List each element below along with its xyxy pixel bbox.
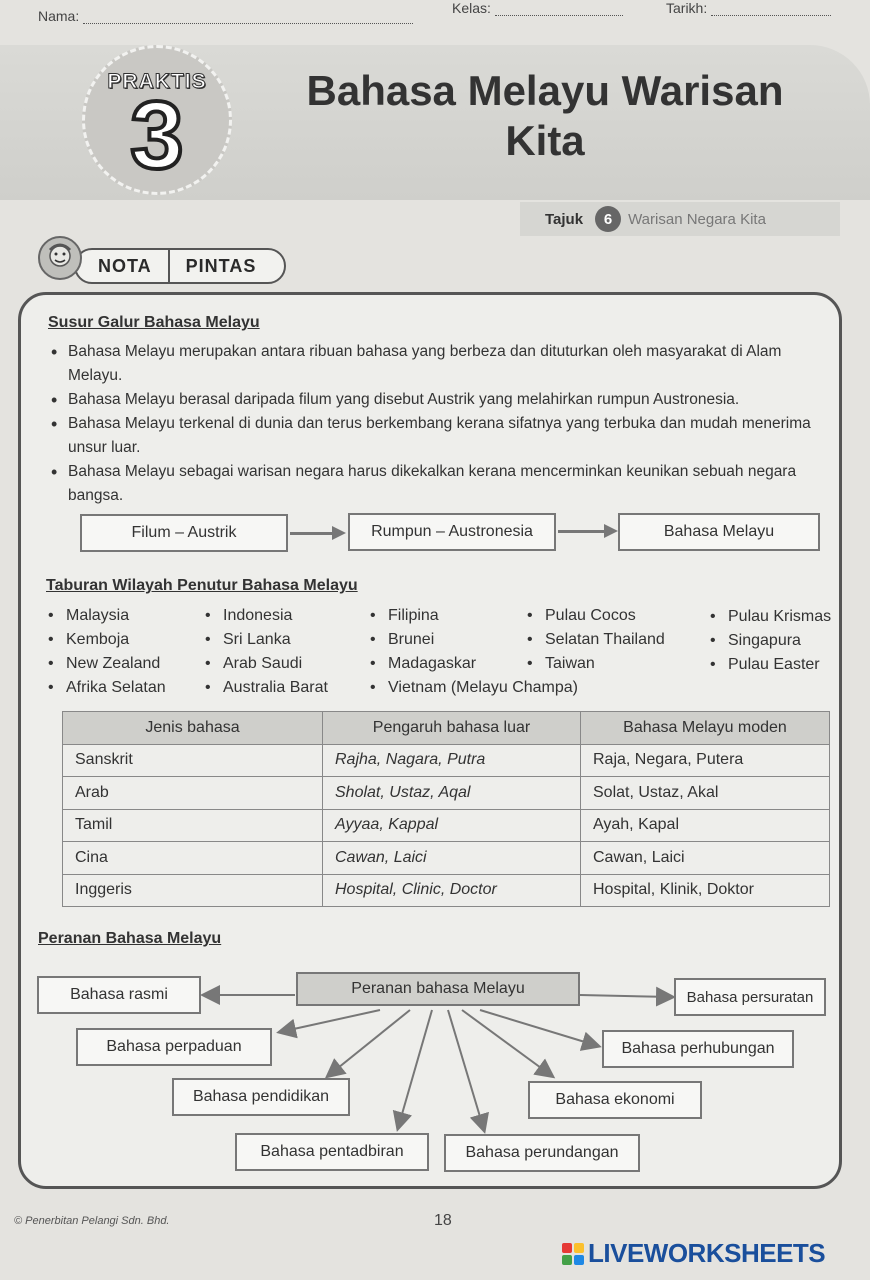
role-box-perundangan: Bahasa perundangan (444, 1134, 640, 1172)
table-header: Pengaruh bahasa luar (323, 712, 581, 745)
nama-line (83, 12, 413, 24)
peranan-center-box: Peranan bahasa Melayu (296, 972, 580, 1006)
region-item: • Singapura (708, 629, 831, 653)
kelas-line (495, 4, 623, 16)
tarikh-field[interactable] (666, 0, 831, 16)
table-header: Bahasa Melayu moden (581, 712, 830, 745)
region-item: • Vietnam (Melayu Champa) (368, 676, 578, 700)
table-cell: Cawan, Laici (581, 842, 830, 875)
region-item: • Arab Saudi (203, 652, 328, 676)
table-row (63, 874, 830, 907)
table-row (63, 744, 830, 777)
table-cell: Hospital, Klinik, Doktor (581, 874, 830, 907)
bullet-item: • Bahasa Melayu terkenal di dunia dan terus berkembang kerana sifatnya yang terbuka dan mudah menerima unsur luar. (48, 412, 834, 460)
table-cell: Sanskrit (63, 744, 323, 777)
region-item: • Malaysia (46, 604, 166, 628)
flow-box-bahasa-melayu: Bahasa Melayu (618, 513, 820, 551)
susur-galur-bullets (48, 340, 834, 508)
role-box-rasmi: Bahasa rasmi (37, 976, 201, 1014)
nama-label: Nama: (38, 8, 80, 24)
region-item: • Madagaskar (368, 652, 578, 676)
tajuk-number: 6 (595, 206, 621, 232)
table-cell: Solat, Ustaz, Akal (581, 777, 830, 810)
table-cell: Cawan, Laici (323, 842, 581, 875)
title-line-2: Kita (505, 117, 585, 164)
connector-persuratan (580, 995, 672, 997)
region-item: • Pulau Krismas (708, 605, 831, 629)
connector-perpaduan (280, 1010, 380, 1032)
table-cell: Inggeris (63, 874, 323, 907)
praktis-number: 3 (130, 82, 184, 189)
page-number: 18 (434, 1212, 452, 1229)
title-line-1: Bahasa Melayu Warisan (306, 67, 784, 114)
nama-field[interactable] (38, 8, 413, 24)
table-cell: Raja, Negara, Putera (581, 744, 830, 777)
table-cell: Rajha, Nagara, Putra (323, 744, 581, 777)
region-item: • Selatan Thailand (525, 628, 665, 652)
footer-copyright: © Penerbitan Pelangi Sdn. Bhd. (14, 1215, 170, 1227)
region-item: • Pulau Cocos (525, 604, 665, 628)
table-cell: Ayyaa, Kappal (323, 809, 581, 842)
role-box-perpaduan: Bahasa perpaduan (76, 1028, 272, 1066)
region-item: • Pulau Easter (708, 653, 831, 677)
table-cell: Sholat, Ustaz, Aqal (323, 777, 581, 810)
region-item: • Indonesia (203, 604, 328, 628)
section-susur-galur-title: Susur Galur Bahasa Melayu (48, 314, 260, 331)
pintas-label: PINTAS (185, 255, 257, 276)
table-cell: Cina (63, 842, 323, 875)
role-box-pentadbiran: Bahasa pentadbiran (235, 1133, 429, 1171)
liveworksheets-wordmark: LIVEWORKSHEETS (588, 1238, 826, 1268)
table-row (63, 842, 830, 875)
role-box-perhubungan: Bahasa perhubungan (602, 1030, 794, 1068)
section-taburan-title: Taburan Wilayah Penutur Bahasa Melayu (46, 577, 358, 594)
connector-pendidikan (328, 1010, 410, 1076)
region-item: • Sri Lanka (203, 628, 328, 652)
region-column-1 (46, 604, 166, 700)
region-column-4 (525, 604, 665, 676)
region-item: • Filipina (368, 604, 578, 628)
role-box-ekonomi: Bahasa ekonomi (528, 1081, 702, 1119)
kelas-field[interactable] (452, 0, 623, 16)
table-cell: Hospital, Clinic, Doctor (323, 874, 581, 907)
bullet-item: • Bahasa Melayu merupakan antara ribuan bahasa yang berbeza dan dituturkan oleh masyarakat di Alam Melayu. (48, 340, 834, 388)
table-header-row (63, 712, 830, 745)
praktis-label: PRAKTIS (107, 70, 207, 93)
language-influence-table (62, 711, 830, 907)
table-header: Jenis bahasa (63, 712, 323, 745)
table-cell: Arab (63, 777, 323, 810)
connector-ekonomi (462, 1010, 552, 1076)
region-column-2 (203, 604, 328, 700)
flow-arrow (558, 530, 614, 533)
region-item: • Kemboja (46, 628, 166, 652)
region-item: • Brunei (368, 628, 578, 652)
liveworksheets-logo-icon (562, 1243, 584, 1265)
connector-perhubungan (480, 1010, 598, 1046)
nota-pintas-pill (74, 248, 286, 284)
flow-box-filum: Filum – Austrik (80, 514, 288, 552)
flow-arrow (290, 532, 342, 535)
liveworksheets-logo[interactable] (562, 1238, 825, 1269)
mascot-icon (38, 236, 82, 280)
bullet-item: • Bahasa Melayu sebagai warisan negara harus dikekalkan kerana mencerminkan keunikan sebuah negara bangsa. (48, 460, 834, 508)
table-row (63, 777, 830, 810)
region-item: • Afrika Selatan (46, 676, 166, 700)
table-cell: Ayah, Kapal (581, 809, 830, 842)
nota-label: NOTA (98, 255, 152, 276)
tajuk-text: Warisan Negara Kita (628, 210, 766, 228)
role-box-pendidikan: Bahasa pendidikan (172, 1078, 350, 1116)
role-box-persuratan: Bahasa persuratan (674, 978, 826, 1016)
connector-perundangan (448, 1010, 484, 1130)
kelas-label: Kelas: (452, 0, 491, 16)
table-row (63, 809, 830, 842)
table-cell: Tamil (63, 809, 323, 842)
tajuk-banner (520, 202, 840, 236)
region-item: • New Zealand (46, 652, 166, 676)
region-column-5 (708, 605, 831, 677)
page-title (240, 66, 850, 166)
flow-box-rumpun: Rumpun – Austronesia (348, 513, 556, 551)
tajuk-label: Tajuk (545, 210, 584, 228)
connector-pentadbiran (398, 1010, 432, 1128)
tarikh-label: Tarikh: (666, 0, 708, 16)
region-item: • Taiwan (525, 652, 665, 676)
section-peranan-title: Peranan Bahasa Melayu (38, 930, 222, 947)
region-item: • Australia Barat (203, 676, 328, 700)
bullet-item: • Bahasa Melayu berasal daripada filum yang disebut Austrik yang melahirkan rumpun Austronesia. (48, 388, 834, 412)
tarikh-line (711, 4, 831, 16)
